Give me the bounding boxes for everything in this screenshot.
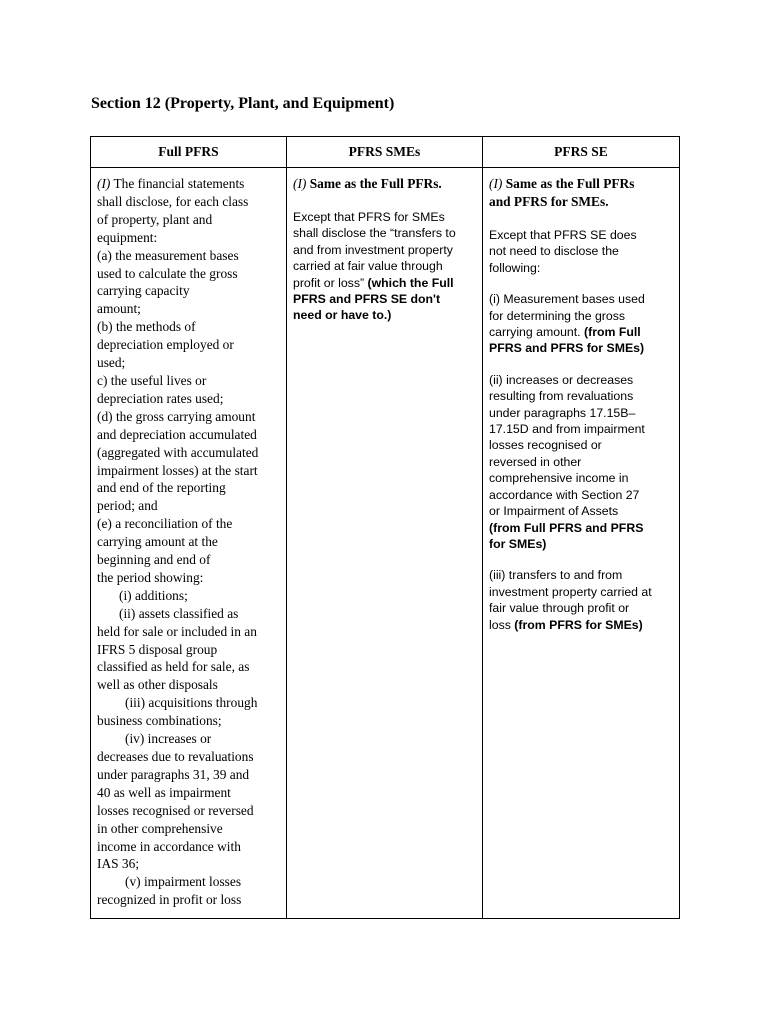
cell-pfrs-se xyxy=(483,168,680,919)
text-line: for determining the gross xyxy=(489,308,626,323)
text-line: or Impairment of Assets xyxy=(489,504,619,519)
text-line: beginning and end of xyxy=(97,552,211,568)
text-line: IAS 36; xyxy=(97,856,140,872)
text-line: income in accordance with xyxy=(97,838,241,854)
text-line: Except that PFRS SE does xyxy=(489,228,637,242)
text-line: carrying amount at the xyxy=(97,534,218,550)
text-line: shall disclose, for each class xyxy=(97,193,249,209)
text-line: comprehensive income in xyxy=(489,471,629,486)
table-row xyxy=(91,168,680,919)
cell-heading: and PFRS for SMEs. xyxy=(489,194,609,209)
text-line: impairment losses) at the start xyxy=(97,462,258,478)
text-line: used to calculate the gross xyxy=(97,265,238,281)
text-line: profit or loss” (which the Full xyxy=(293,275,454,290)
text-line: (iii) transfers to and from xyxy=(489,568,623,583)
text-line: used; xyxy=(97,355,126,371)
text-line: the period showing: xyxy=(97,569,204,585)
text-line: shall disclose the “transfers to xyxy=(293,226,456,241)
text-line: 17.15D and from impairment xyxy=(489,422,645,437)
cell-pfrs-smes xyxy=(287,168,483,919)
table-header-row xyxy=(91,137,680,168)
text-line: carrying capacity xyxy=(97,283,190,299)
text-line: under paragraphs 17.15B– xyxy=(489,405,636,420)
item-marker: (I) xyxy=(489,176,503,191)
text-line: (d) the gross carrying amount xyxy=(97,408,256,424)
cell-full-pfrs xyxy=(91,168,287,919)
text-line: (i) Measurement bases used xyxy=(489,292,645,307)
text-line: following: xyxy=(489,260,541,275)
text-line: fair value through profit or xyxy=(489,601,630,616)
text-line: (v) impairment losses xyxy=(125,874,242,890)
text-line: (b) the methods of xyxy=(97,319,196,335)
text-line: held for sale or included in an xyxy=(97,623,257,639)
text-line: business combinations; xyxy=(97,713,222,729)
text-line: accordance with Section 27 xyxy=(489,487,640,502)
text-line: (a) the measurement bases xyxy=(97,247,239,263)
smes-body xyxy=(293,209,476,324)
text-line: (iv) increases or xyxy=(125,731,212,747)
text-line: need or have to.) xyxy=(293,308,392,323)
text-line: (I) The financial statements xyxy=(97,176,245,191)
text-line: PFRS and PFRS for SMEs) xyxy=(489,341,645,356)
cell-heading: (I) Same as the Full PFRs xyxy=(489,176,635,191)
item-marker: (I) xyxy=(97,176,111,191)
text-line: depreciation employed or xyxy=(97,337,234,353)
header-full-pfrs: Full PFRS xyxy=(91,137,287,168)
text-line: recognized in profit or loss xyxy=(97,892,242,908)
text-line: classified as held for sale, as xyxy=(97,659,250,675)
header-pfrs-smes: PFRS SMEs xyxy=(287,137,483,168)
text-line: (e) a reconciliation of the xyxy=(97,516,233,532)
text-line: depreciation rates used; xyxy=(97,390,224,406)
text-line: investment property carried at xyxy=(489,584,652,599)
text-line: reversed in other xyxy=(489,454,582,469)
text-line: decreases due to revaluations xyxy=(97,749,254,764)
text-line: (ii) assets classified as xyxy=(119,605,239,621)
text-line: (from Full PFRS and PFRS xyxy=(489,520,644,535)
text-line: losses recognised or xyxy=(489,438,602,453)
text-line: and depreciation accumulated xyxy=(97,426,257,442)
text-line: 40 as well as impairment xyxy=(97,784,231,800)
text-line: carried at fair value through xyxy=(293,259,443,274)
text-line: equipment: xyxy=(97,229,158,245)
text-line: resulting from revaluations xyxy=(489,389,634,404)
text-line: PFRS and PFRS SE don't xyxy=(293,292,441,307)
text-line: carrying amount. (from Full xyxy=(489,325,641,340)
cell-heading: (I) Same as the Full PFRs. xyxy=(293,176,442,191)
text-line: and end of the reporting xyxy=(97,480,226,496)
text-line: of property, plant and xyxy=(97,211,213,227)
text-line: (aggregated with accumulated xyxy=(97,444,259,460)
text-line: Except that PFRS for SMEs xyxy=(293,210,445,224)
text-line: IFRS 5 disposal group xyxy=(97,641,218,657)
text-line: (iii) acquisitions through xyxy=(125,695,258,711)
text-line: losses recognised or reversed xyxy=(97,802,254,818)
header-pfrs-se: PFRS SE xyxy=(483,137,680,168)
item-marker: (I) xyxy=(293,176,307,191)
text-line: (ii) increases or decreases xyxy=(489,372,634,387)
text-line: in other comprehensive xyxy=(97,820,223,836)
comparison-table xyxy=(90,136,680,919)
text-line: and from investment property xyxy=(293,242,453,257)
text-line: period; and xyxy=(97,498,158,514)
text-line: for SMEs) xyxy=(489,536,547,551)
text-line: amount; xyxy=(97,301,141,317)
text-line: loss (from PFRS for SMEs) xyxy=(489,617,643,632)
text-line: not need to disclose the xyxy=(489,244,619,259)
se-body xyxy=(489,227,673,633)
text-line: c) the useful lives or xyxy=(97,372,207,388)
text-line: under paragraphs 31, 39 and xyxy=(97,766,250,782)
text-line: (i) additions; xyxy=(119,587,188,603)
text-line: well as other disposals xyxy=(97,677,218,693)
section-title: Section 12 (Property, Plant, and Equipment) xyxy=(91,95,395,112)
